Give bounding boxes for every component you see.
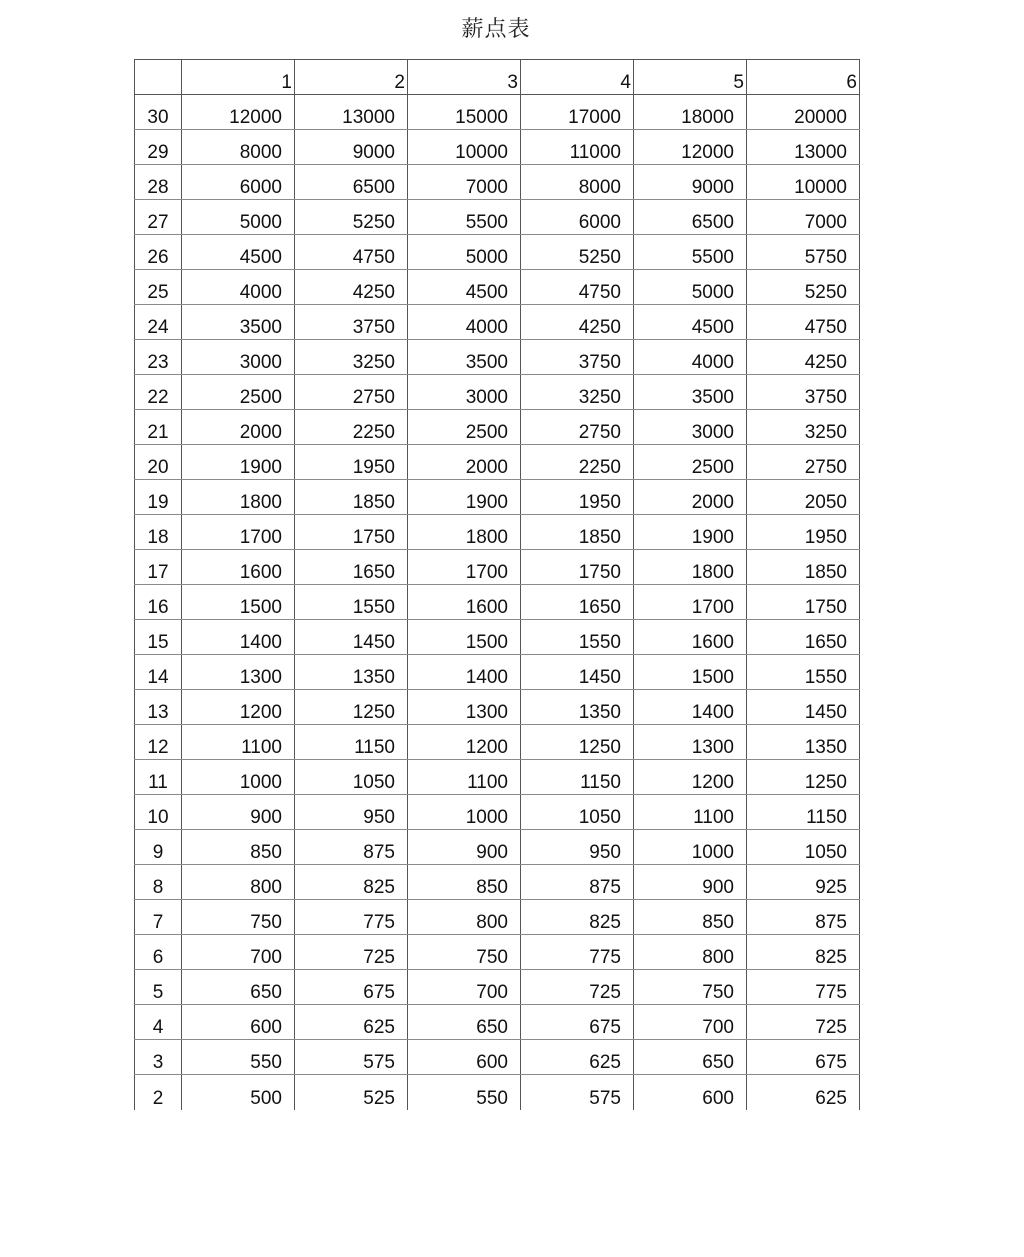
value-cell: 1450 (295, 620, 408, 655)
table-row (135, 130, 860, 165)
value-cell: 1100 (182, 725, 295, 760)
table-row (135, 690, 860, 725)
value-cell: 13000 (295, 95, 408, 130)
value-cell: 4250 (295, 270, 408, 305)
value-cell: 1900 (182, 445, 295, 480)
table-row (135, 620, 860, 655)
value-cell: 750 (634, 970, 747, 1005)
value-cell: 4250 (521, 305, 634, 340)
value-cell: 4000 (634, 340, 747, 375)
value-cell: 1200 (408, 725, 521, 760)
value-cell: 1200 (182, 690, 295, 725)
value-cell: 775 (747, 970, 860, 1005)
value-cell: 1400 (634, 690, 747, 725)
value-cell: 750 (408, 935, 521, 970)
value-cell: 1100 (634, 795, 747, 830)
value-cell: 675 (521, 1005, 634, 1040)
value-cell: 7000 (408, 165, 521, 200)
table-row (135, 900, 860, 935)
value-cell: 950 (521, 830, 634, 865)
table-row (135, 865, 860, 900)
value-cell: 900 (408, 830, 521, 865)
table-row (135, 95, 860, 130)
value-cell: 1350 (521, 690, 634, 725)
value-cell: 1850 (295, 480, 408, 515)
grade-cell: 18 (135, 515, 182, 550)
value-cell: 825 (521, 900, 634, 935)
value-cell: 20000 (747, 95, 860, 130)
value-cell: 11000 (521, 130, 634, 165)
value-cell: 1150 (747, 795, 860, 830)
grade-cell: 16 (135, 585, 182, 620)
grade-cell: 2 (135, 1075, 182, 1111)
value-cell: 4500 (408, 270, 521, 305)
table-row (135, 375, 860, 410)
header-step-cell: 2 (295, 60, 408, 95)
value-cell: 500 (182, 1075, 295, 1111)
table-row (135, 970, 860, 1005)
table-row (135, 515, 860, 550)
value-cell: 2000 (182, 410, 295, 445)
value-cell: 3000 (634, 410, 747, 445)
value-cell: 550 (408, 1075, 521, 1111)
value-cell: 1000 (182, 760, 295, 795)
value-cell: 1850 (747, 550, 860, 585)
value-cell: 5000 (408, 235, 521, 270)
grade-cell: 13 (135, 690, 182, 725)
value-cell: 3500 (634, 375, 747, 410)
grade-cell: 19 (135, 480, 182, 515)
grade-cell: 25 (135, 270, 182, 305)
value-cell: 1250 (295, 690, 408, 725)
value-cell: 725 (521, 970, 634, 1005)
grade-cell: 7 (135, 900, 182, 935)
table-row (135, 340, 860, 375)
value-cell: 1750 (295, 515, 408, 550)
value-cell: 4250 (747, 340, 860, 375)
value-cell: 5250 (521, 235, 634, 270)
value-cell: 625 (295, 1005, 408, 1040)
table-row (135, 655, 860, 690)
table-row (135, 165, 860, 200)
value-cell: 900 (182, 795, 295, 830)
table-row (135, 935, 860, 970)
value-cell: 1600 (634, 620, 747, 655)
value-cell: 4750 (521, 270, 634, 305)
value-cell: 5250 (747, 270, 860, 305)
value-cell: 5500 (634, 235, 747, 270)
value-cell: 1400 (408, 655, 521, 690)
grade-cell: 10 (135, 795, 182, 830)
value-cell: 1950 (521, 480, 634, 515)
value-cell: 1750 (747, 585, 860, 620)
table-row (135, 725, 860, 760)
value-cell: 1650 (295, 550, 408, 585)
value-cell: 1150 (521, 760, 634, 795)
value-cell: 1900 (634, 515, 747, 550)
value-cell: 2250 (521, 445, 634, 480)
value-cell: 575 (521, 1075, 634, 1111)
table-row (135, 585, 860, 620)
value-cell: 4500 (182, 235, 295, 270)
table-row (135, 795, 860, 830)
table-row (135, 235, 860, 270)
value-cell: 1250 (747, 760, 860, 795)
value-cell: 725 (295, 935, 408, 970)
value-cell: 1250 (521, 725, 634, 760)
grade-cell: 24 (135, 305, 182, 340)
value-cell: 5500 (408, 200, 521, 235)
value-cell: 650 (408, 1005, 521, 1040)
value-cell: 7000 (747, 200, 860, 235)
value-cell: 1550 (521, 620, 634, 655)
value-cell: 775 (521, 935, 634, 970)
value-cell: 2500 (634, 445, 747, 480)
value-cell: 1650 (747, 620, 860, 655)
value-cell: 1200 (634, 760, 747, 795)
value-cell: 12000 (182, 95, 295, 130)
grade-cell: 15 (135, 620, 182, 655)
value-cell: 650 (634, 1040, 747, 1075)
value-cell: 1900 (408, 480, 521, 515)
value-cell: 3250 (747, 410, 860, 445)
value-cell: 2500 (182, 375, 295, 410)
value-cell: 13000 (747, 130, 860, 165)
grade-cell: 6 (135, 935, 182, 970)
table-row (135, 445, 860, 480)
value-cell: 1350 (747, 725, 860, 760)
value-cell: 2000 (634, 480, 747, 515)
value-cell: 17000 (521, 95, 634, 130)
value-cell: 2500 (408, 410, 521, 445)
table-row (135, 1075, 860, 1111)
grade-cell: 14 (135, 655, 182, 690)
value-cell: 5000 (634, 270, 747, 305)
value-cell: 1300 (408, 690, 521, 725)
value-cell: 675 (295, 970, 408, 1005)
value-cell: 1000 (408, 795, 521, 830)
grade-cell: 8 (135, 865, 182, 900)
value-cell: 6500 (295, 165, 408, 200)
header-row (135, 60, 860, 95)
value-cell: 850 (182, 830, 295, 865)
header-step-cell: 4 (521, 60, 634, 95)
value-cell: 6500 (634, 200, 747, 235)
value-cell: 6000 (521, 200, 634, 235)
value-cell: 1500 (182, 585, 295, 620)
value-cell: 3750 (521, 340, 634, 375)
value-cell: 4500 (634, 305, 747, 340)
value-cell: 850 (408, 865, 521, 900)
value-cell: 1550 (295, 585, 408, 620)
value-cell: 5750 (747, 235, 860, 270)
value-cell: 600 (634, 1075, 747, 1111)
table-row (135, 480, 860, 515)
value-cell: 5250 (295, 200, 408, 235)
value-cell: 8000 (521, 165, 634, 200)
value-cell: 600 (408, 1040, 521, 1075)
value-cell: 1100 (408, 760, 521, 795)
value-cell: 525 (295, 1075, 408, 1111)
value-cell: 1950 (747, 515, 860, 550)
grade-cell: 12 (135, 725, 182, 760)
value-cell: 3750 (747, 375, 860, 410)
value-cell: 825 (747, 935, 860, 970)
value-cell: 1400 (182, 620, 295, 655)
grade-cell: 22 (135, 375, 182, 410)
value-cell: 775 (295, 900, 408, 935)
value-cell: 1750 (521, 550, 634, 585)
value-cell: 1800 (634, 550, 747, 585)
table-row (135, 550, 860, 585)
value-cell: 2750 (295, 375, 408, 410)
value-cell: 950 (295, 795, 408, 830)
value-cell: 9000 (295, 130, 408, 165)
value-cell: 4000 (408, 305, 521, 340)
table-row (135, 760, 860, 795)
grade-cell: 26 (135, 235, 182, 270)
value-cell: 1450 (521, 655, 634, 690)
value-cell: 800 (408, 900, 521, 935)
value-cell: 1500 (408, 620, 521, 655)
grade-cell: 3 (135, 1040, 182, 1075)
value-cell: 1800 (408, 515, 521, 550)
value-cell: 1700 (182, 515, 295, 550)
grade-cell: 30 (135, 95, 182, 130)
value-cell: 700 (182, 935, 295, 970)
value-cell: 1300 (182, 655, 295, 690)
value-cell: 1600 (182, 550, 295, 585)
header-step-cell: 3 (408, 60, 521, 95)
value-cell: 3500 (408, 340, 521, 375)
table-body (135, 60, 860, 1111)
value-cell: 2750 (747, 445, 860, 480)
value-cell: 900 (634, 865, 747, 900)
value-cell: 9000 (634, 165, 747, 200)
table-row (135, 830, 860, 865)
grade-cell: 5 (135, 970, 182, 1005)
value-cell: 3250 (295, 340, 408, 375)
table-row (135, 1005, 860, 1040)
value-cell: 5000 (182, 200, 295, 235)
value-cell: 1850 (521, 515, 634, 550)
grade-cell: 27 (135, 200, 182, 235)
value-cell: 750 (182, 900, 295, 935)
value-cell: 3000 (182, 340, 295, 375)
value-cell: 875 (747, 900, 860, 935)
value-cell: 800 (182, 865, 295, 900)
value-cell: 625 (747, 1075, 860, 1111)
value-cell: 3250 (521, 375, 634, 410)
value-cell: 1050 (521, 795, 634, 830)
value-cell: 3500 (182, 305, 295, 340)
value-cell: 1700 (408, 550, 521, 585)
value-cell: 3750 (295, 305, 408, 340)
value-cell: 1050 (295, 760, 408, 795)
value-cell: 1600 (408, 585, 521, 620)
table-row (135, 200, 860, 235)
value-cell: 1050 (747, 830, 860, 865)
value-cell: 1800 (182, 480, 295, 515)
value-cell: 1300 (634, 725, 747, 760)
value-cell: 10000 (408, 130, 521, 165)
value-cell: 875 (521, 865, 634, 900)
table-row (135, 410, 860, 445)
grade-cell: 21 (135, 410, 182, 445)
value-cell: 10000 (747, 165, 860, 200)
value-cell: 650 (182, 970, 295, 1005)
value-cell: 1700 (634, 585, 747, 620)
value-cell: 2750 (521, 410, 634, 445)
value-cell: 1000 (634, 830, 747, 865)
value-cell: 925 (747, 865, 860, 900)
header-step-cell: 1 (182, 60, 295, 95)
value-cell: 1500 (634, 655, 747, 690)
value-cell: 4750 (295, 235, 408, 270)
value-cell: 1550 (747, 655, 860, 690)
value-cell: 18000 (634, 95, 747, 130)
value-cell: 3000 (408, 375, 521, 410)
table-row (135, 305, 860, 340)
value-cell: 700 (634, 1005, 747, 1040)
value-cell: 4750 (747, 305, 860, 340)
grade-cell: 9 (135, 830, 182, 865)
grade-cell: 28 (135, 165, 182, 200)
value-cell: 2050 (747, 480, 860, 515)
value-cell: 2000 (408, 445, 521, 480)
value-cell: 575 (295, 1040, 408, 1075)
value-cell: 1450 (747, 690, 860, 725)
value-cell: 15000 (408, 95, 521, 130)
grade-cell: 17 (135, 550, 182, 585)
value-cell: 6000 (182, 165, 295, 200)
grade-cell: 29 (135, 130, 182, 165)
value-cell: 850 (634, 900, 747, 935)
value-cell: 725 (747, 1005, 860, 1040)
value-cell: 4000 (182, 270, 295, 305)
value-cell: 875 (295, 830, 408, 865)
header-step-cell: 5 (634, 60, 747, 95)
grade-cell: 4 (135, 1005, 182, 1040)
value-cell: 800 (634, 935, 747, 970)
value-cell: 1650 (521, 585, 634, 620)
value-cell: 1350 (295, 655, 408, 690)
value-cell: 8000 (182, 130, 295, 165)
header-step-cell: 6 (747, 60, 860, 95)
value-cell: 1950 (295, 445, 408, 480)
salary-point-table (134, 59, 860, 1110)
grade-cell: 11 (135, 760, 182, 795)
value-cell: 1150 (295, 725, 408, 760)
grade-cell: 20 (135, 445, 182, 480)
value-cell: 675 (747, 1040, 860, 1075)
value-cell: 550 (182, 1040, 295, 1075)
value-cell: 12000 (634, 130, 747, 165)
table-row (135, 270, 860, 305)
table-row (135, 1040, 860, 1075)
value-cell: 625 (521, 1040, 634, 1075)
value-cell: 600 (182, 1005, 295, 1040)
value-cell: 700 (408, 970, 521, 1005)
value-cell: 2250 (295, 410, 408, 445)
grade-cell: 23 (135, 340, 182, 375)
header-corner-cell (135, 60, 182, 95)
value-cell: 825 (295, 865, 408, 900)
page-title: 薪点表 (461, 17, 531, 42)
